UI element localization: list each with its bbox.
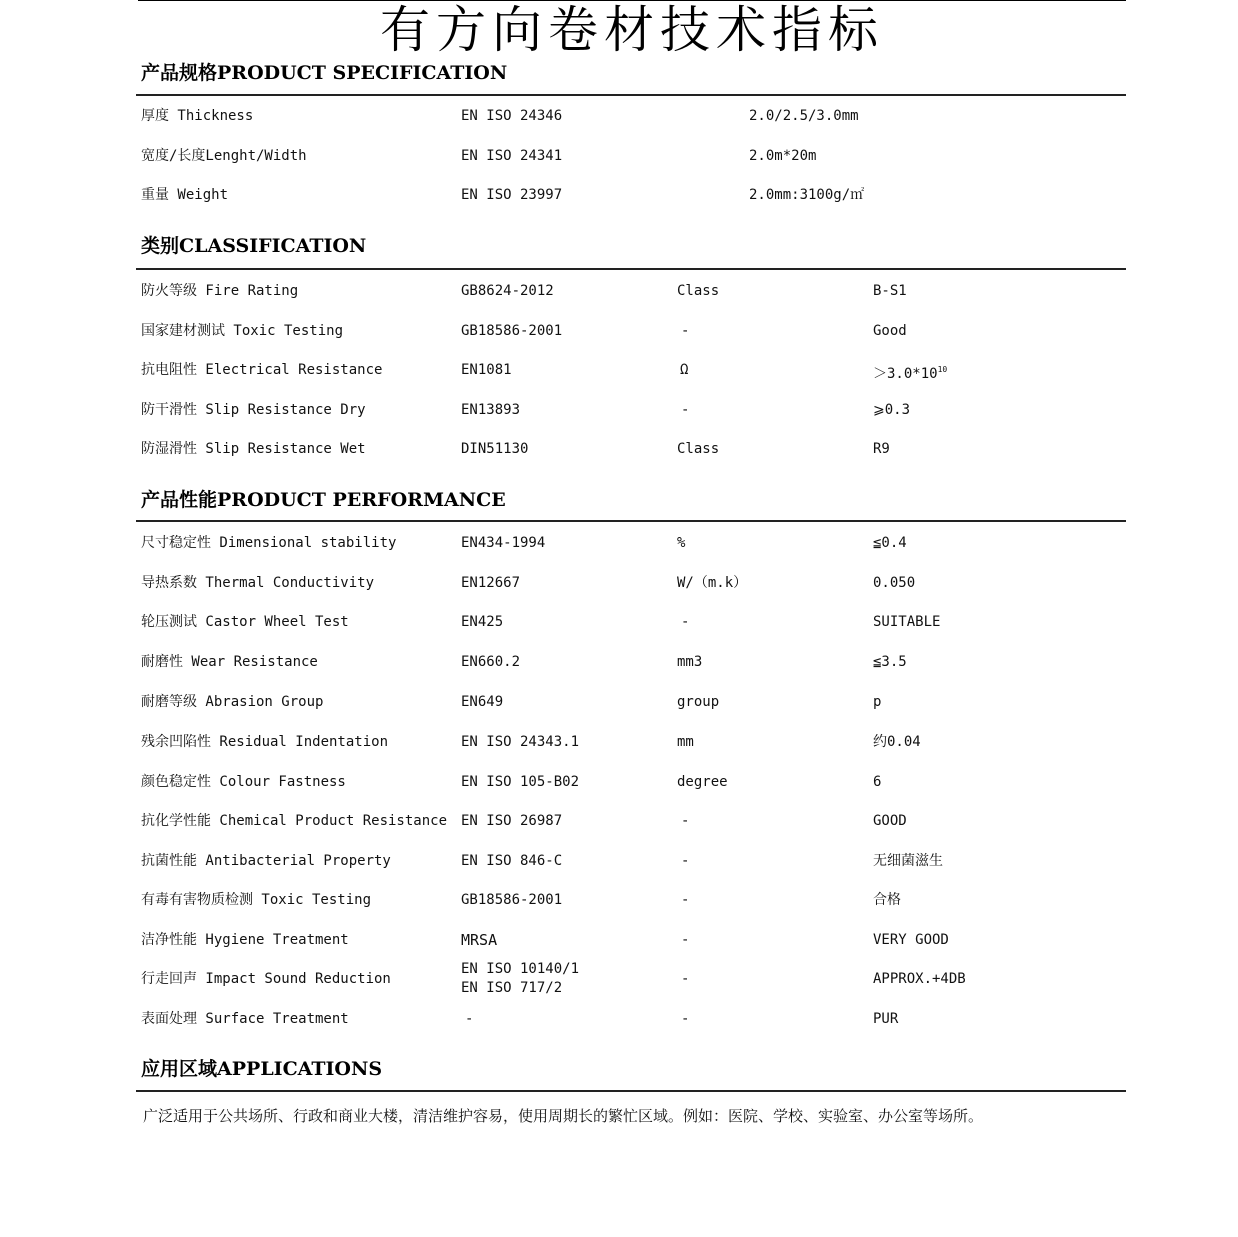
- property-value: SUITABLE: [873, 614, 941, 630]
- property-value: p: [873, 694, 882, 710]
- value-exponent: 10: [937, 365, 948, 374]
- property-standard: [461, 960, 579, 998]
- standard-line: EN ISO 717/2: [461, 980, 563, 996]
- applications-description: 广泛适用于公共场所、行政和商业大楼，清洁维护容易，使用周期长的繁忙区域。例如：医院、学校、实验室、办公室等场所。: [143, 1107, 984, 1125]
- property-name: 导热系数 Thermal Conductivity: [141, 575, 375, 591]
- property-standard: EN425: [461, 614, 504, 630]
- property-value: B-S1: [873, 283, 907, 299]
- property-standard: EN ISO 24346: [461, 108, 563, 124]
- section-divider: [136, 268, 1126, 270]
- property-standard: EN ISO 105-B02: [461, 774, 580, 790]
- table-row: [0, 400, 1238, 420]
- property-name: 抗电阻性 Electrical Resistance: [141, 362, 383, 378]
- property-value: 0.050: [873, 575, 916, 591]
- property-unit: -: [681, 932, 690, 948]
- property-name: 厚度 Thickness: [141, 108, 254, 124]
- section-divider: [136, 520, 1126, 522]
- property-unit: Ω: [680, 362, 689, 378]
- table-row: [0, 692, 1238, 712]
- property-value: VERY GOOD: [873, 932, 949, 948]
- property-standard: EN660.2: [461, 654, 521, 670]
- property-name: 轮压测试 Castor Wheel Test: [141, 614, 349, 630]
- property-standard: GB8624-2012: [461, 283, 554, 299]
- property-standard: EN12667: [461, 575, 521, 591]
- property-value: 2.0m*20m: [749, 148, 817, 164]
- table-row: [0, 439, 1238, 459]
- property-value: 约0.04: [873, 734, 921, 750]
- property-name: 抗菌性能 Antibacterial Property: [141, 853, 391, 869]
- property-standard: EN434-1994: [461, 535, 546, 551]
- section-divider: [136, 94, 1126, 96]
- property-name: 宽度/长度Lenght/Width: [141, 148, 307, 164]
- table-row: [0, 321, 1238, 341]
- property-name: 尺寸稳定性 Dimensional stability: [141, 535, 397, 551]
- property-unit: %: [677, 535, 686, 551]
- property-name: 耐磨性 Wear Resistance: [141, 654, 318, 670]
- property-unit: -: [681, 614, 690, 630]
- property-unit: -: [681, 1011, 690, 1027]
- property-name: 防湿滑性 Slip Resistance Wet: [141, 441, 366, 457]
- property-standard: EN ISO 23997: [461, 187, 563, 203]
- property-unit: -: [681, 813, 690, 829]
- table-row: [0, 360, 1238, 380]
- table-row: [0, 851, 1238, 871]
- table-row: [0, 1009, 1238, 1029]
- property-standard: GB18586-2001: [461, 892, 563, 908]
- property-name: 颜色稳定性 Colour Fastness: [141, 774, 346, 790]
- property-value: GOOD: [873, 813, 907, 829]
- property-name: 有毒有害物质检测 Toxic Testing: [141, 892, 372, 908]
- section-heading-classification: 类别CLASSIFICATION: [141, 235, 367, 257]
- property-value: ≦3.5: [873, 654, 907, 670]
- property-unit: W/（m.k）: [677, 575, 748, 591]
- section-heading-applications: 应用区域APPLICATIONS: [141, 1058, 383, 1080]
- property-value: 合格: [873, 892, 901, 908]
- property-unit: -: [681, 853, 690, 869]
- table-row: [0, 772, 1238, 792]
- property-standard: EN13893: [461, 402, 521, 418]
- table-row: [0, 612, 1238, 632]
- property-standard: EN649: [461, 694, 504, 710]
- property-unit: -: [681, 323, 690, 339]
- property-unit: mm3: [677, 654, 703, 670]
- property-standard: MRSA: [461, 931, 498, 949]
- table-row: [0, 146, 1238, 166]
- property-name: 防干滑性 Slip Resistance Dry: [141, 402, 366, 418]
- property-standard: EN ISO 24343.1: [461, 734, 580, 750]
- table-row: [0, 930, 1238, 950]
- property-name: 表面处理 Surface Treatment: [141, 1011, 349, 1027]
- property-value: ≦0.4: [873, 535, 907, 551]
- property-unit: group: [677, 694, 720, 710]
- property-value: 无细菌滋生: [873, 853, 943, 869]
- table-row: [0, 652, 1238, 672]
- page-title: 有方向卷材技术指标: [380, 1, 884, 59]
- property-standard: DIN51130: [461, 441, 529, 457]
- section-heading-specification: 产品规格PRODUCT SPECIFICATION: [141, 62, 508, 84]
- property-unit: -: [681, 971, 690, 987]
- table-row: [0, 732, 1238, 752]
- property-value: Good: [873, 323, 907, 339]
- standard-line: EN ISO 10140/1: [461, 961, 580, 977]
- property-name: 行走回声 Impact Sound Reduction: [141, 971, 391, 987]
- property-name: 抗化学性能 Chemical Product Resistance: [141, 813, 448, 829]
- property-standard: -: [465, 1011, 474, 1027]
- property-name: 耐磨等级 Abrasion Group: [141, 694, 324, 710]
- property-value: [873, 360, 947, 384]
- value-text: ＞3.0*10: [873, 366, 938, 382]
- property-name: 防火等级 Fire Rating: [141, 283, 299, 299]
- property-standard: EN ISO 26987: [461, 813, 563, 829]
- property-standard: EN1081: [461, 362, 512, 378]
- property-value: 6: [873, 774, 882, 790]
- property-name: 重量 Weight: [141, 187, 229, 203]
- property-unit: -: [681, 402, 690, 418]
- property-unit: -: [681, 892, 690, 908]
- table-row: [0, 281, 1238, 301]
- property-value: APPROX.+4DB: [873, 971, 966, 987]
- table-row: [0, 811, 1238, 831]
- table-row: [0, 890, 1238, 910]
- property-unit: Class: [677, 283, 720, 299]
- property-unit: Class: [677, 441, 720, 457]
- property-unit: mm: [677, 734, 694, 750]
- property-value: 2.0/2.5/3.0mm: [749, 108, 859, 124]
- property-unit: degree: [677, 774, 728, 790]
- property-value: ⩾0.3: [873, 402, 911, 418]
- property-name: 洁净性能 Hygiene Treatment: [141, 932, 349, 948]
- property-value: R9: [873, 441, 890, 457]
- property-value: 2.0mm:3100g/㎡: [749, 187, 865, 203]
- property-value: PUR: [873, 1011, 899, 1027]
- table-row: [0, 106, 1238, 126]
- table-row: [0, 533, 1238, 553]
- section-divider: [136, 1090, 1126, 1092]
- section-heading-performance: 产品性能PRODUCT PERFORMANCE: [141, 489, 506, 511]
- table-row: [0, 961, 1238, 996]
- table-row: [0, 185, 1238, 205]
- property-standard: EN ISO 24341: [461, 148, 563, 164]
- property-name: 残余凹陷性 Residual Indentation: [141, 734, 389, 750]
- property-standard: GB18586-2001: [461, 323, 563, 339]
- property-name: 国家建材测试 Toxic Testing: [141, 323, 344, 339]
- table-row: [0, 573, 1238, 593]
- property-standard: EN ISO 846-C: [461, 853, 563, 869]
